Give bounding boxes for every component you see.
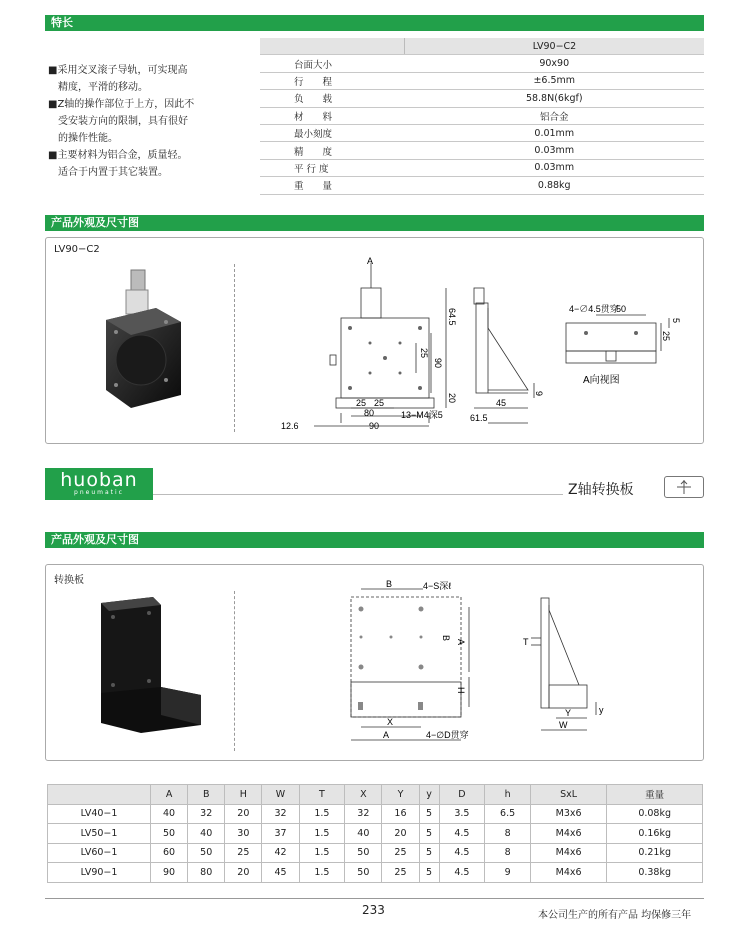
table-cell: M4x6 [530,843,606,863]
table-cell: 30 [225,824,262,844]
table-cell: 40 [151,804,188,824]
spec-label: 最小刻度 [260,124,405,141]
dim-61-5: 61.5 [470,413,488,423]
dim-y: Y [565,708,572,718]
footer-rule [45,898,704,899]
dim-12-6: 12.6 [281,421,299,431]
spec-value: 0.03mm [405,159,705,176]
product-title: Z轴转换板 [568,482,634,498]
table-header: H [225,785,262,805]
logo-sub-text: pneumatic [74,489,124,496]
table-header: 重量 [607,785,703,805]
feature-line: 精度，平滑的移动。 [48,82,148,93]
spec-value: 58.8N(6kgf) [405,90,705,107]
table-cell: 1.5 [299,824,345,844]
dim-a2: A [383,730,390,740]
table-cell: M4x6 [530,824,606,844]
dim-64-5: 64.5 [447,308,457,326]
feature-line: 适合于内置于其它装置。 [48,167,168,178]
divider [234,591,235,751]
dim-25c: 25 [661,331,671,342]
table-cell: 5 [419,804,439,824]
table-cell: 42 [262,843,299,863]
dim-80: 80 [364,408,375,418]
dim-25a: 25 [356,398,367,408]
table-cell: 32 [262,804,299,824]
dim-a: A [367,256,374,266]
table-cell: 1.5 [299,843,345,863]
table-cell: 1.5 [299,804,345,824]
dim-y-small: y [599,705,604,715]
page-number: 233 [362,903,385,917]
dim-a: A [456,639,466,646]
spec-table [260,38,704,195]
section2-header-bar [45,532,704,548]
divider [234,264,235,432]
section2-product-label: 转换板 [54,575,84,586]
table-cell: LV90−1 [48,863,151,883]
table-header: X [345,785,382,805]
table-header: T [299,785,345,805]
dim-x: X [387,717,394,727]
spec-label: 精 度 [260,142,405,159]
dim-25: 25 [419,348,429,359]
table-header: y [419,785,439,805]
table-row [48,863,703,883]
feature-line: 的操作性能。 [48,133,118,144]
table-header: h [485,785,531,805]
dim-w: W [559,720,568,730]
section1-frame [45,237,704,444]
table-cell: 32 [188,804,225,824]
table-cell: 9 [485,863,531,883]
brand-rule [153,494,563,495]
table-header: B [188,785,225,805]
spec-value: 0.88kg [405,177,705,194]
table-row [48,824,703,844]
dimension-table [47,784,703,883]
spec-label: 台面大小 [260,55,405,72]
table-cell: 50 [345,843,382,863]
table-row [48,843,703,863]
spec-label: 平 行 度 [260,159,405,176]
table-cell: 32 [345,804,382,824]
spec-model: LV90−C2 [405,38,705,55]
dim-m4: 13−M4深5 [401,410,443,420]
table-cell: 40 [345,824,382,844]
section1-product-label: LV90−C2 [54,244,100,255]
table-cell: 4.5 [439,843,485,863]
table-cell: 25 [382,843,419,863]
huoban-logo [45,468,153,500]
table-header: SxL [530,785,606,805]
table-cell: 1.5 [299,863,345,883]
lv90-front-drawing [266,248,466,443]
dim-90: 90 [433,358,443,369]
table-cell: 90 [151,863,188,883]
table-cell: 80 [188,863,225,883]
feature-line: 受安装方向的限制，具有很好 [48,116,188,127]
dim-50: 50 [616,304,627,314]
dim-b: B [386,579,393,589]
table-cell: 4.5 [439,824,485,844]
spec-value: 0.01mm [405,124,705,141]
table-cell: 0.21kg [607,843,703,863]
dim-b2: B [441,635,451,642]
dim-h: H [456,687,466,694]
table-cell: 0.08kg [607,804,703,824]
table-cell: 6.5 [485,804,531,824]
table-cell: 5 [419,843,439,863]
lv90-a-view-drawing [511,293,696,403]
table-cell: 0.16kg [607,824,703,844]
features-header-bar [45,15,704,31]
table-cell: 16 [382,804,419,824]
table-cell: 20 [225,863,262,883]
features-title: 特长 [51,16,73,29]
a-view-label: A向视图 [583,375,620,386]
table-cell: 50 [345,863,382,883]
plate-front-drawing [321,577,501,757]
table-cell: 3.5 [439,804,485,824]
table-cell: LV50−1 [48,824,151,844]
table-cell: 37 [262,824,299,844]
table-header-row [48,785,703,805]
feature-line: ■Z轴的操作部位于上方，因此不 [48,99,195,110]
dim-s: 4−S深ℓ [423,581,452,591]
table-cell: 20 [225,804,262,824]
dim-25b: 25 [374,398,385,408]
table-header: A [151,785,188,805]
spec-value: 90x90 [405,55,705,72]
table-cell: 50 [188,843,225,863]
table-cell: 25 [225,843,262,863]
feature-line: ■采用交叉滚子导轨，可实现高 [48,65,188,76]
plate-product-image [91,595,211,735]
section1-header-bar [45,215,704,231]
table-cell: 5 [419,824,439,844]
dim-d: 4−∅D贯穿 [426,730,469,740]
table-cell: 60 [151,843,188,863]
dim-5: 5 [671,318,681,324]
spec-value: 铝合金 [405,107,705,124]
table-cell: 50 [151,824,188,844]
section1-title: 产品外观及尺寸图 [51,216,139,229]
table-cell: 8 [485,843,531,863]
section2-title: 产品外观及尺寸图 [51,533,139,546]
plate-side-drawing [511,590,621,740]
table-cell: 20 [382,824,419,844]
dim-45: 45 [496,398,507,408]
table-header: W [262,785,299,805]
features-list [48,62,238,181]
lv90-product-image [96,260,196,410]
dim-9: 9 [534,391,544,397]
table-cell: M3x6 [530,804,606,824]
spec-label: 行 程 [260,72,405,89]
table-cell: M4x6 [530,863,606,883]
table-cell: 5 [419,863,439,883]
table-header: Y [382,785,419,805]
table-cell: 0.38kg [607,863,703,883]
table-row [48,804,703,824]
table-cell: LV60−1 [48,843,151,863]
spec-label: 材 料 [260,107,405,124]
table-cell: 4.5 [439,863,485,883]
spec-label: 重 量 [260,177,405,194]
table-cell: 8 [485,824,531,844]
table-cell: LV40−1 [48,804,151,824]
logo-main-text: huoban [60,469,138,491]
spec-value: 0.03mm [405,142,705,159]
table-header: D [439,785,485,805]
warranty-note: 本公司生产的所有产品 均保修三年 [538,910,692,921]
table-cell: 25 [382,863,419,883]
dim-hole: 4−∅4.5贯穿 [569,304,619,314]
feature-line: ■主要材料为铝合金，质量轻。 [48,150,188,161]
table-cell: 40 [188,824,225,844]
spec-value: ±6.5mm [405,72,705,89]
plate-icon [664,476,704,498]
spec-label: 负 载 [260,90,405,107]
dim-90b: 90 [369,421,380,431]
dim-t: T [523,637,529,647]
table-header [48,785,151,805]
table-cell: 45 [262,863,299,883]
dim-20: 20 [447,393,457,404]
section2-frame [45,564,704,761]
